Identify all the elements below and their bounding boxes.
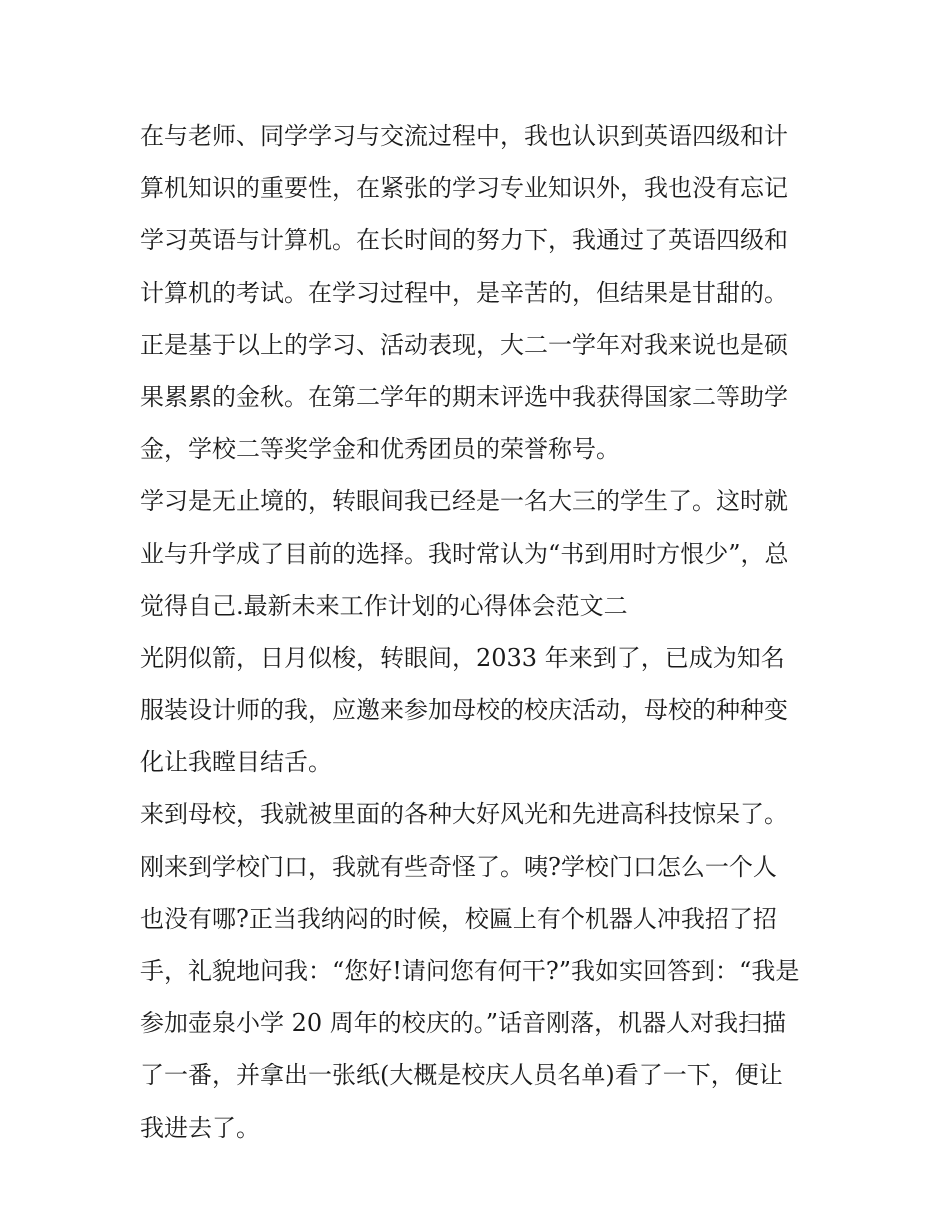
text-line: 觉得自己.最新未来工作计划的心得体会范文二: [140, 591, 628, 620]
text-line: 学习英语与计算机。在长时间的努力下，我通过了英语四级和: [140, 226, 788, 255]
text-line: 来到母校，我就被里面的各种大好风光和先进高科技惊呆了。: [140, 800, 788, 829]
text-line: 正是基于以上的学习、活动表现，大二一学年对我来说也是硕: [140, 330, 788, 359]
text-line: 我进去了。: [140, 1113, 260, 1142]
text-line: 学习是无止境的，转眼间我已经是一名大三的学生了。这时就: [140, 487, 788, 516]
text-line: 金，学校二等奖学金和优秀团员的荣誉称号。: [140, 435, 620, 464]
text-line: 也没有哪?正当我纳闷的时候，校匾上有个机器人冲我招了招: [140, 904, 777, 933]
text-line: 光阴似箭，日月似梭，转眼间，2033 年来到了，已成为知名: [140, 643, 785, 672]
text-line: 业与升学成了目前的选择。我时常认为“书到用时方恨少”，总: [140, 539, 789, 568]
text-line: 刚来到学校门口，我就有些奇怪了。咦?学校门口怎么一个人: [140, 852, 777, 881]
text-line: 算机知识的重要性，在紧张的学习专业知识外，我也没有忘记: [140, 174, 788, 203]
text-line: 了一番，并拿出一张纸(大概是校庆人员名单)看了一下，便让: [140, 1061, 783, 1090]
text-line: 在与老师、同学学习与交流过程中，我也认识到英语四级和计: [140, 122, 788, 150]
text-line: 参加壶泉小学 20 周年的校庆的。”话音刚落，机器人对我扫描: [140, 1009, 787, 1038]
text-line: 果累累的金秋。在第二学年的期末评选中我获得国家二等助学: [140, 382, 788, 411]
text-line: 计算机的考试。在学习过程中，是辛苦的，但结果是甘甜的。: [140, 278, 788, 307]
text-line: 手，礼貌地问我：“您好!请问您有何干?”我如实回答到：“我是: [140, 957, 800, 985]
body-text: [140, 110, 820, 1154]
text-line: 化让我瞠目结舌。: [140, 748, 332, 777]
text-line: 服装设计师的我，应邀来参加母校的校庆活动，母校的种种变: [140, 696, 788, 725]
